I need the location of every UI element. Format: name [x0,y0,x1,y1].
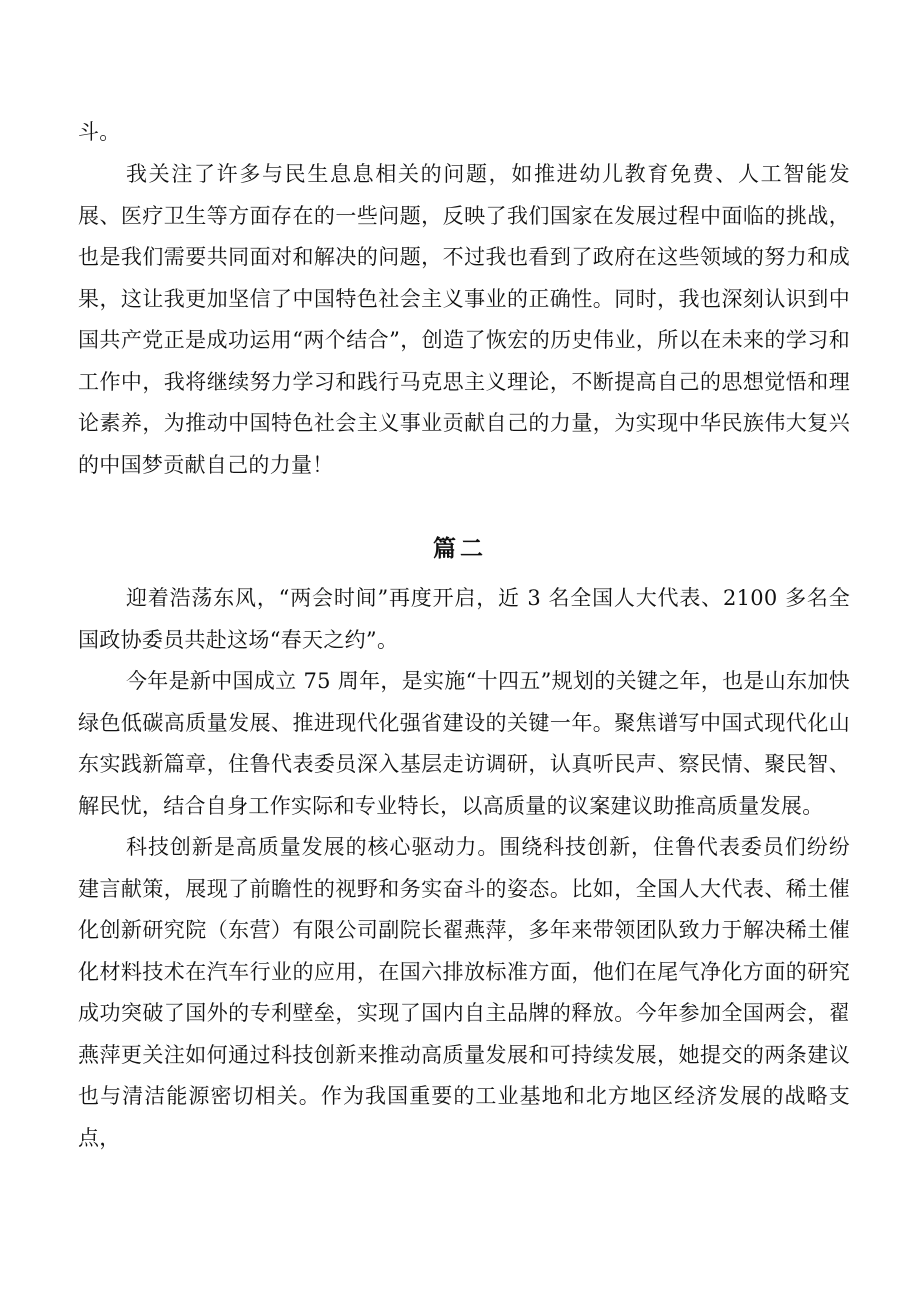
paragraph-public-concerns: 我关注了许多与民生息息相关的问题，如推进幼儿教育免费、人工智能发展、医疗卫生等方面存在的一些问题，反映了我们国家在发展过程中面临的挑战，也是我们需要共同面对和解决的问题，不过我也看到了政府在这些领域的努力和成果，这让我更加坚信了中国特色社会主义事业的正确性。同时，我也深刻认识到中国共产党正是成功运用“两个结合”，创造了恢宏的历史伟业，所以在未来的学习和工作中，我将继续努力学习和践行马克思主义理论，不断提高自己的思想觉悟和理论素养，为推动中国特色社会主义事业贡献自己的力量，为实现中华民族伟大复兴的中国梦贡献自己的力量！ [78,162,850,477]
paragraph-two-sessions-intro: 迎着浩荡东风，“两会时间”再度开启，近 3 名全国人大代表、2100 多名全国政协委员共赴这场“春天之约”。 [78,586,850,652]
paragraph-technology-innovation: 科技创新是高质量发展的核心驱动力。围绕科技创新，住鲁代表委员们纷纷建言献策，展现了前瞻性的视野和务实奋斗的姿态。比如，全国人大代表、稀土催化创新研究院（东营）有限公司副院长翟燕萍，多年来带领团队致力于解决稀土催化材料技术在汽车行业的应用，在国六排放标准方面，他们在尾气净化方面的研究成功突破了国外的专利壁垒，实现了国内自主品牌的释放。今年参加全国两会，翟燕萍更关注如何通过科技创新来推动高质量发展和可持续发展，她提交的两条建议也与清洁能源密切相关。作为我国重要的工业基地和北方地区经济发展的战略支点， [78,835,850,1150]
paragraph-shandong-development: 今年是新中国成立 75 周年，是实施“十四五”规划的关键之年，也是山东加快绿色低碳高质量发展、推进现代化强省建设的关键一年。聚焦谱写中国式现代化山东实践新篇章，住鲁代表委员深入基层走访调研，认真听民声、察民情、聚民智、解民忧，结合自身工作实际和专业特长，以高质量的议案建议助推高质量发展。 [78,669,850,818]
section-title: 篇二 [433,535,487,562]
continued-paragraph-fragment: 斗。 [78,120,121,144]
